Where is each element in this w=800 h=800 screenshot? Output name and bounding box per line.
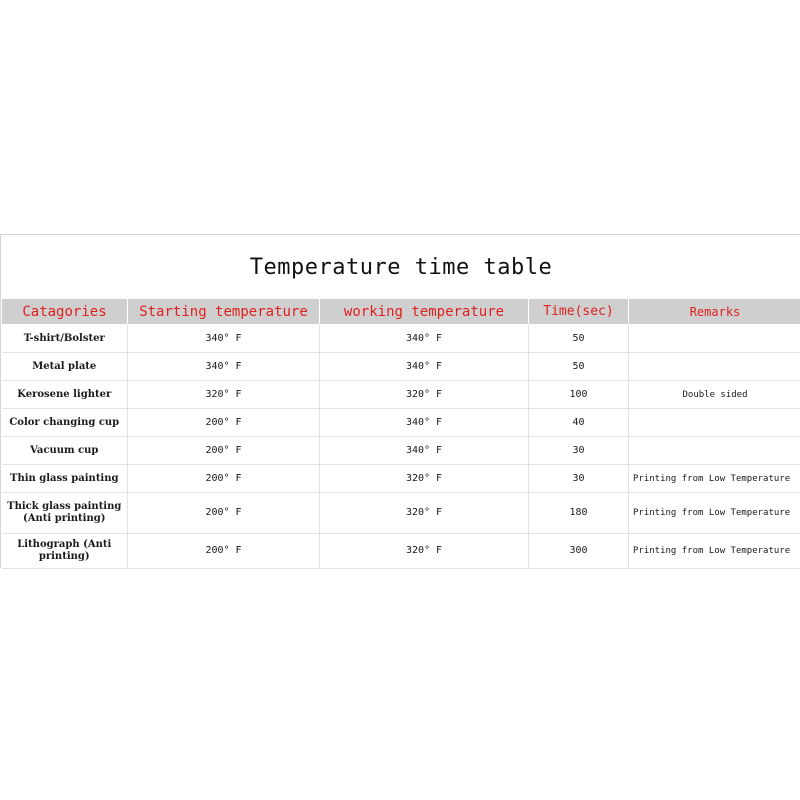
temperature-table: [1, 298, 800, 569]
cell-category: Thin glass painting: [2, 465, 128, 493]
cell-remarks: Printing from Low Temperature: [629, 493, 800, 534]
cell-starting: 200° F: [128, 465, 320, 493]
cell-time: 30: [529, 437, 629, 465]
cell-starting: 200° F: [128, 493, 320, 534]
header-time: Time(sec): [529, 299, 629, 325]
cell-remarks: Printing from Low Temperature: [629, 534, 800, 569]
cell-starting: 340° F: [128, 353, 320, 381]
cell-starting: 200° F: [128, 437, 320, 465]
cell-category: Metal plate: [2, 353, 128, 381]
header-category: Catagories: [2, 299, 128, 325]
table-row: [2, 493, 800, 534]
cell-working: 340° F: [320, 353, 529, 381]
cell-remarks: Double sided: [629, 381, 800, 409]
table-row: [2, 534, 800, 569]
table-row: [2, 409, 800, 437]
cell-working: 320° F: [320, 465, 529, 493]
cell-category: Thick glass painting (Anti printing): [2, 493, 128, 534]
header-working-temperature: working temperature: [320, 299, 529, 325]
cell-category: Vacuum cup: [2, 437, 128, 465]
cell-remarks: Printing from Low Temperature: [629, 465, 800, 493]
cell-remarks: [629, 409, 800, 437]
cell-time: 50: [529, 353, 629, 381]
cell-time: 30: [529, 465, 629, 493]
table-row: [2, 353, 800, 381]
cell-working: 320° F: [320, 381, 529, 409]
cell-remarks: [629, 437, 800, 465]
cell-remarks: [629, 325, 800, 353]
table-row: [2, 325, 800, 353]
cell-starting: 340° F: [128, 325, 320, 353]
header-row: [2, 299, 800, 325]
cell-time: 50: [529, 325, 629, 353]
cell-starting: 320° F: [128, 381, 320, 409]
cell-working: 340° F: [320, 437, 529, 465]
table-row: [2, 465, 800, 493]
table-row: [2, 437, 800, 465]
header-remarks: Remarks: [629, 299, 800, 325]
cell-time: 180: [529, 493, 629, 534]
cell-time: 40: [529, 409, 629, 437]
cell-category: Kerosene lighter: [2, 381, 128, 409]
cell-category: Lithograph (Anti printing): [2, 534, 128, 569]
cell-category: Color changing cup: [2, 409, 128, 437]
cell-working: 320° F: [320, 493, 529, 534]
cell-remarks: [629, 353, 800, 381]
temperature-sheet: [0, 234, 800, 568]
cell-working: 340° F: [320, 409, 529, 437]
cell-time: 300: [529, 534, 629, 569]
cell-starting: 200° F: [128, 409, 320, 437]
cell-working: 320° F: [320, 534, 529, 569]
header-starting-temperature: Starting temperature: [128, 299, 320, 325]
cell-time: 100: [529, 381, 629, 409]
table-row: [2, 381, 800, 409]
cell-working: 340° F: [320, 325, 529, 353]
cell-category: T-shirt/Bolster: [2, 325, 128, 353]
cell-starting: 200° F: [128, 534, 320, 569]
table-title: Temperature time table: [249, 255, 553, 280]
